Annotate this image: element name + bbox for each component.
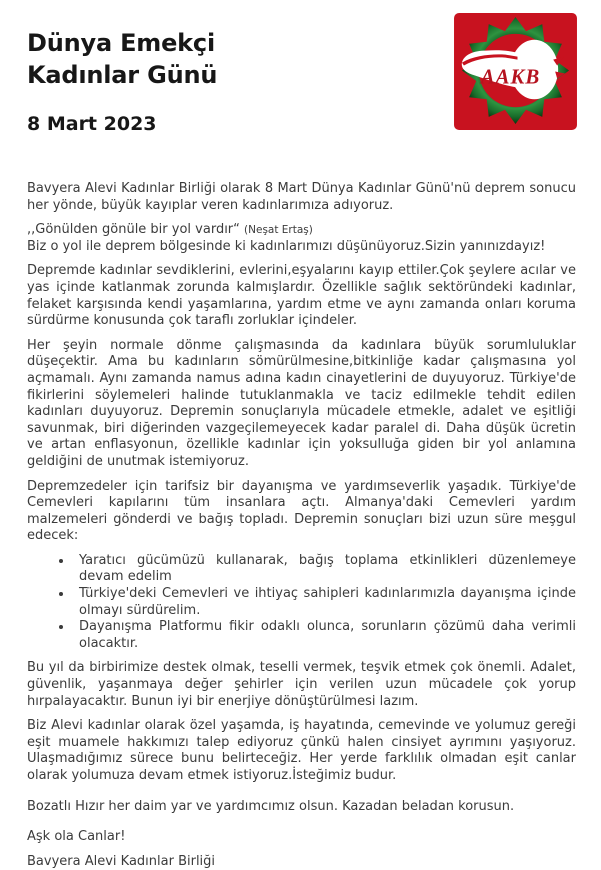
document-body — [27, 181, 576, 870]
quote-paragraph — [27, 222, 576, 255]
support-paragraph: Bu yıl da birbirimize destek olmak, teselli vermek, teşvik etmek çok önemli. Adalet, güvenlik, yaşanmaya değer şehirler için verilen uzun mücadele çok yorup hırpalayacaktır. Bunun iyi bir enerjiye dönüştürülmesi lazım. — [27, 660, 576, 709]
earthquake-paragraph: Depremde kadınlar sevdiklerini, evlerini,eşyalarını kayıp ettiler.Çok şeylere acılar ve yas içinde katlanmak zorunda kalmışlardır. Özellikle sağlık sektöründeki kadınlar, felaket karşısında kendi yaşamlarına, yardım etme ve aynı zamanda onları koruma sürdürme konusunda çok taraflı zorluklar içindeler. — [27, 263, 576, 329]
blessing-paragraph: Bozatlı Hızır her daim yar ve yardımcımız olsun. Kazadan beladan korusun. — [27, 798, 515, 814]
intro-paragraph: Bavyera Alevi Kadınlar Birliği olarak 8 Mart Dünya Kadınlar Günü'nü deprem sonucu her yönde, büyük kayıplar veren kadınlarımıza adıyoruz. — [27, 181, 576, 213]
quote-attribution: (Neşat Ertaş) — [244, 224, 313, 237]
signature-line: Bavyera Alevi Kadınlar Birliği — [27, 853, 216, 869]
document-header — [27, 27, 576, 135]
quote-text: ,,Gönülden gönüle bir yol vardır“ — [27, 222, 240, 238]
list-item: • Dayanışma Platformu fikir odaklı olunca, sorunların çözümü daha verimli olacaktır. — [73, 619, 576, 652]
logo-acronym: AAKB — [480, 64, 541, 89]
quote-followup: Biz o yol ile deprem bölgesinde ki kadınlarımızı düşünüyoruz.Sizin yanınızdayız! — [27, 238, 546, 254]
aakb-logo — [453, 13, 578, 130]
normalization-paragraph: Her şeyin normale dönme çalışmasında da kadınlara büyük sorumluluklar düşeçektir. Ama bu kadınların sömürülmesine,bitkinliğe kadar çalışmasına yol açmamalı. Aynı zamanda namus adına kadın cinayetlerini de duyuyoruz. Türkiye'de fikirlerini söylemeleri halinde tutuklanmakla ve taciz edilmekle tehdit edilen kadınları duyuyoruz. Depremin sonuçlarıyla mücadele etmekle, adalet ve eşitliği savunmak, biri diğerinden vazgeçilemeyecek kadar paralel di. Daha düşük ücretin ve artan enflasyonun, özellikle kadınlar için yoksulluğa giden bir yol anlamına geldiğini de unutmak istemiyoruz. — [27, 337, 576, 469]
page-title-line1: Dünya Emekçi — [27, 29, 215, 57]
document-date: 8 Mart 2023 — [27, 113, 157, 135]
action-list — [27, 553, 576, 653]
list-item: • Yaratıcı gücümüzü kullanarak, bağış toplama etkinlikleri düzenlemeye devam edelim — [73, 553, 576, 586]
page-title-line2: Kadınlar Günü — [27, 61, 218, 89]
solidarity-paragraph: Depremzedeler için tarifsiz bir dayanışma ve yardımseverlik yaşadık. Türkiye'de Cemevleri kapılarını tüm insanlara açtı. Almanya'daki Cemevleri yardım malzemeleri gönderdi ve bağış topladı. Depremin sonuçları bizi uzun süre meşgul edecek: — [27, 478, 576, 544]
list-item: • Türkiye'deki Cemevleri ve ihtiyaç sahipleri kadınlarımızla dayanışma içinde olmayı sürdürelim. — [73, 586, 576, 619]
greeting-paragraph: Aşk ola Canlar! — [27, 829, 126, 845]
equality-paragraph: Biz Alevi kadınlar olarak özel yaşamda, iş hayatında, cemevinde ve yolumuz gereği eşit muamele hakkımızı talep ediyoruz çünkü halen cinsiyet ayrımını yaşıyoruz. Ulaşmadığımız sürece bunu belirteceğiz. Her yerde farklılık olmadan eşit canlar olarak yolumuza devam etmek istiyoruz.İsteğimiz budur. — [27, 718, 576, 783]
